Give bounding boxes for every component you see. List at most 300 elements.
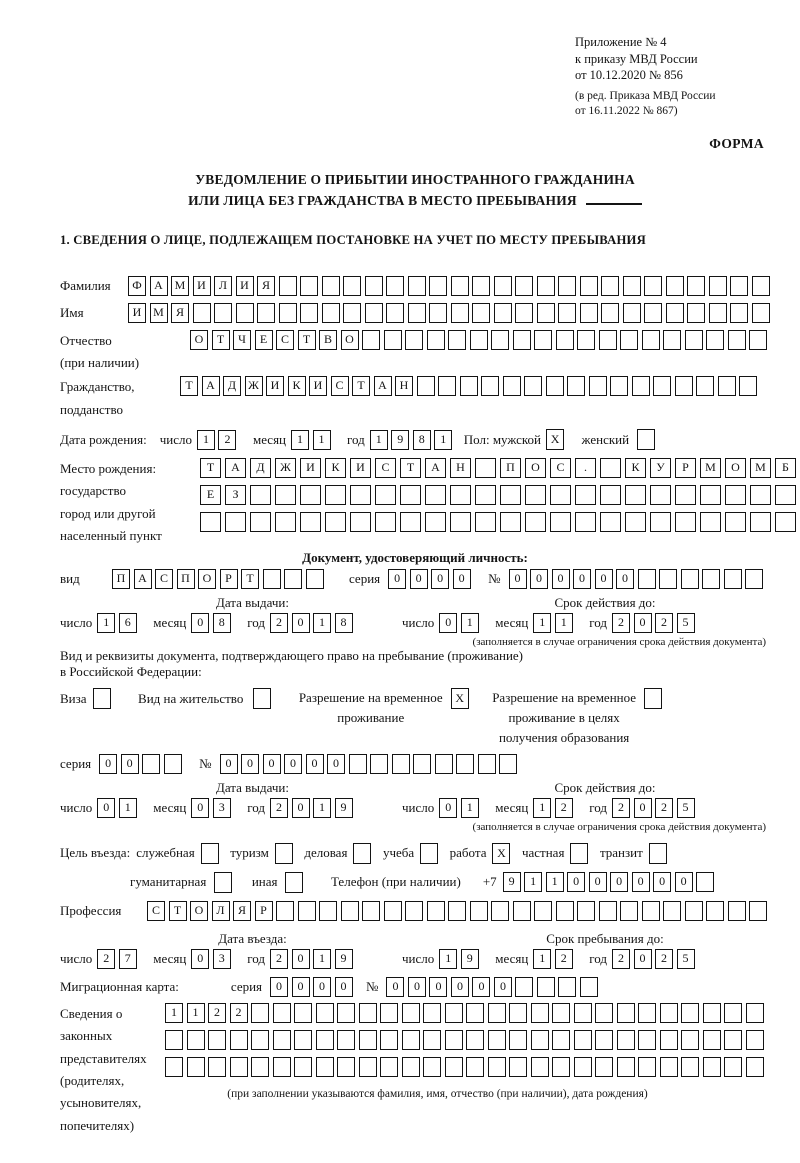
- cell: Я: [171, 303, 189, 323]
- cell: [660, 1030, 678, 1050]
- cell: [273, 1030, 291, 1050]
- cell: 9: [391, 430, 409, 450]
- cell: [620, 330, 638, 350]
- cell: [470, 901, 488, 921]
- cell: [650, 485, 671, 505]
- cell: Н: [450, 458, 471, 478]
- cell: [687, 303, 705, 323]
- birth-year-label: год: [347, 431, 365, 447]
- cell: [448, 330, 466, 350]
- cell: 1: [291, 430, 309, 450]
- edu-permit-option: [492, 688, 665, 748]
- cell: [451, 303, 469, 323]
- cell: 1: [187, 1003, 205, 1023]
- cell: [681, 569, 699, 589]
- cell: [577, 901, 595, 921]
- cell: [322, 303, 340, 323]
- cell: С: [375, 458, 396, 478]
- cell: [650, 512, 671, 532]
- cell: [316, 1057, 334, 1077]
- cell: И: [300, 458, 321, 478]
- purpose-work-label: работа: [449, 845, 487, 861]
- cell: [201, 843, 219, 864]
- forma-label: ФОРМА: [709, 135, 764, 151]
- cell: [685, 330, 703, 350]
- representatives-cells-row1: [165, 1003, 767, 1023]
- cell: 8: [213, 613, 231, 633]
- purpose-other-label: иная: [251, 874, 278, 890]
- month-label: месяц: [153, 614, 187, 630]
- cell: [703, 1003, 721, 1023]
- cell: [750, 512, 771, 532]
- valid-until-heading: Срок действия до:: [554, 779, 656, 795]
- cell: [273, 1057, 291, 1077]
- cell: [165, 1030, 183, 1050]
- cell: К: [325, 458, 346, 478]
- cell: 2: [270, 798, 288, 818]
- cell: [702, 569, 720, 589]
- cell: [638, 1003, 656, 1023]
- cell: [472, 276, 490, 296]
- surname-row: [60, 276, 770, 296]
- cell: [273, 1003, 291, 1023]
- edu-permit-checkbox: [644, 688, 666, 709]
- purpose-row-2: [130, 872, 770, 893]
- cell: [408, 303, 426, 323]
- cell: [617, 1003, 635, 1023]
- cell: [666, 303, 684, 323]
- cell: [263, 569, 281, 589]
- cell: У: [650, 458, 671, 478]
- residence-intro-1: Вид и реквизиты документа, подтверждающего право на пребывание (проживание): [60, 647, 524, 663]
- purpose-study-label: учеба: [382, 845, 415, 861]
- purpose-transit-label: транзит: [599, 845, 643, 861]
- stay-until-date: [402, 949, 698, 969]
- cell: [575, 512, 596, 532]
- cell: [625, 485, 646, 505]
- cell: [316, 1030, 334, 1050]
- cell: [445, 1030, 463, 1050]
- cell: [214, 303, 232, 323]
- cell: [405, 901, 423, 921]
- purpose-business-checkbox: [353, 843, 375, 864]
- cell: [250, 512, 271, 532]
- cell: 0: [388, 569, 406, 589]
- cell: С: [550, 458, 571, 478]
- given-name-row: [60, 303, 770, 323]
- representatives-label-col: [60, 1003, 165, 1137]
- cell: М: [750, 458, 771, 478]
- identity-valid-year-cells: [612, 613, 698, 633]
- appendix-line-3: от 10.12.2020 № 856: [575, 68, 683, 82]
- cell: 8: [413, 430, 431, 450]
- cell: 0: [313, 977, 331, 997]
- patronymic-row: [60, 330, 770, 375]
- cell: [703, 1057, 721, 1077]
- cell: [637, 429, 655, 450]
- cell: [724, 569, 742, 589]
- cell: 2: [230, 1003, 248, 1023]
- representatives-cells-row2: [165, 1030, 767, 1050]
- residence-limit-note: (заполняется в случае ограничения срока действия документа): [472, 820, 766, 833]
- residence-series-row: [60, 754, 770, 774]
- migration-number-cells: [386, 977, 601, 997]
- visa-checkbox: [93, 688, 115, 709]
- cell: [749, 901, 767, 921]
- appendix-note-1: (в ред. Приказа МВД России: [575, 89, 716, 102]
- cell: Е: [255, 330, 273, 350]
- cell: 1: [533, 798, 551, 818]
- cell: [460, 376, 478, 396]
- doc-type-cells: [112, 569, 327, 589]
- cell: [325, 512, 346, 532]
- cell: [775, 485, 796, 505]
- cell: [488, 1057, 506, 1077]
- cell: [600, 458, 621, 478]
- cell: 1: [434, 430, 452, 450]
- cell: [316, 1003, 334, 1023]
- purpose-humanitarian-label: гуманитарная: [130, 874, 207, 890]
- cell: 9: [461, 949, 479, 969]
- cell: Н: [395, 376, 413, 396]
- cell: [275, 843, 293, 864]
- cell: [509, 1057, 527, 1077]
- cell: [337, 1003, 355, 1023]
- cell: [445, 1057, 463, 1077]
- cell: [420, 843, 438, 864]
- residence-number-cells: [220, 754, 521, 774]
- cell: [700, 512, 721, 532]
- doc-series-label: серия: [349, 570, 381, 586]
- cell: [208, 1030, 226, 1050]
- given-name-cells: [128, 303, 773, 323]
- cell: [353, 843, 371, 864]
- cell: [429, 303, 447, 323]
- entry-date: [60, 949, 402, 969]
- cell: [558, 276, 576, 296]
- cell: [724, 1057, 742, 1077]
- phone-cells: [503, 872, 718, 892]
- temp-permit-label-1: Разрешение на временное: [298, 689, 443, 705]
- cell: [537, 276, 555, 296]
- cell: [580, 276, 598, 296]
- cell: [445, 1003, 463, 1023]
- edu-permit-label-2: проживание в целях: [508, 709, 620, 725]
- cell: [600, 512, 621, 532]
- cell: 0: [191, 798, 209, 818]
- cell: 0: [509, 569, 527, 589]
- identity-valid-day-cells: [439, 613, 482, 633]
- cell: [515, 303, 533, 323]
- cell: К: [288, 376, 306, 396]
- cell: [370, 754, 388, 774]
- surname-cells: [128, 276, 773, 296]
- representatives-note: (при заполнении указываются фамилия, имя, отчество (при наличии), дата рождения): [227, 1087, 648, 1100]
- cell: 6: [119, 613, 137, 633]
- cell: [275, 512, 296, 532]
- identity-valid-month-cells: [533, 613, 576, 633]
- cell: 0: [335, 977, 353, 997]
- cell: Ж: [275, 458, 296, 478]
- cell: [681, 1057, 699, 1077]
- cell: [730, 276, 748, 296]
- identity-issue-date: [60, 613, 402, 633]
- cell: [558, 977, 576, 997]
- cell: К: [625, 458, 646, 478]
- cell: [402, 1030, 420, 1050]
- cell: 3: [213, 798, 231, 818]
- cell: [706, 330, 724, 350]
- doc-number-label: №: [488, 570, 501, 586]
- cell: [491, 901, 509, 921]
- sex-female-checkbox: [637, 429, 659, 450]
- purpose-row: [60, 843, 770, 864]
- citizenship-row: [60, 376, 770, 421]
- cell: [500, 485, 521, 505]
- cell: [472, 303, 490, 323]
- cell: [438, 376, 456, 396]
- cell: [359, 1030, 377, 1050]
- cell: [574, 1003, 592, 1023]
- birth-place-label-4: населенный пункт: [60, 528, 162, 544]
- cell: [384, 330, 402, 350]
- cell: [632, 376, 650, 396]
- cell: [423, 1003, 441, 1023]
- appendix-line-2: к приказу МВД России: [575, 51, 698, 66]
- cell: О: [725, 458, 746, 478]
- cell: [638, 1057, 656, 1077]
- birth-place-label-1: Место рождения:: [60, 461, 157, 477]
- residence-series-label: серия: [60, 755, 92, 771]
- cell: [574, 1057, 592, 1077]
- temp-permit-option: [299, 688, 472, 728]
- migration-number-label: №: [366, 978, 379, 994]
- stay-day-cells: [439, 949, 482, 969]
- cell: 0: [451, 977, 469, 997]
- cell: [725, 512, 746, 532]
- cell: [725, 485, 746, 505]
- cell: 2: [612, 798, 630, 818]
- cell: 0: [429, 977, 447, 997]
- phone-label: Телефон (при наличии): [330, 874, 461, 890]
- purpose-humanitarian-checkbox: [214, 872, 236, 893]
- cell: 2: [218, 430, 236, 450]
- visa-label: Виза: [60, 690, 87, 706]
- cell: [251, 1030, 269, 1050]
- cell: 0: [494, 977, 512, 997]
- cell: [279, 276, 297, 296]
- cell: [728, 330, 746, 350]
- cell: [386, 276, 404, 296]
- month-label: месяц: [495, 950, 529, 966]
- identity-doc-type-row: [60, 569, 770, 589]
- cell: Т: [241, 569, 259, 589]
- cell: Т: [169, 901, 187, 921]
- cell: А: [425, 458, 446, 478]
- cell: [638, 569, 656, 589]
- cell: [601, 303, 619, 323]
- cell: Д: [223, 376, 241, 396]
- cell: [574, 1030, 592, 1050]
- cell: [509, 1030, 527, 1050]
- cell: О: [525, 458, 546, 478]
- birth-place-cells-row3: [200, 512, 800, 532]
- birth-place-label-col: [60, 458, 200, 547]
- year-label: год: [589, 614, 608, 630]
- cell: 0: [292, 977, 310, 997]
- entry-year-cells: [270, 949, 356, 969]
- cell: [531, 1030, 549, 1050]
- cell: [595, 1030, 613, 1050]
- cell: 9: [335, 798, 353, 818]
- cell: Ч: [233, 330, 251, 350]
- cell: [392, 754, 410, 774]
- entry-dates-row: [60, 949, 770, 969]
- valid-until-heading: Срок действия до:: [554, 594, 656, 610]
- cell: Ж: [245, 376, 263, 396]
- cell: [276, 901, 294, 921]
- identity-limit-note: (заполняется в случае ограничения срока действия документа): [472, 635, 766, 648]
- cell: [623, 276, 641, 296]
- cell: [750, 485, 771, 505]
- cell: [546, 376, 564, 396]
- cell: П: [177, 569, 195, 589]
- cell: Л: [212, 901, 230, 921]
- cell: [343, 303, 361, 323]
- migration-series-cells: [270, 977, 356, 997]
- residence-permit-checkbox: [253, 688, 275, 709]
- cell: [466, 1003, 484, 1023]
- cell: И: [266, 376, 284, 396]
- cell: [253, 688, 271, 709]
- cell: [556, 901, 574, 921]
- cell: [285, 872, 303, 893]
- cell: Ф: [128, 276, 146, 296]
- cell: И: [236, 276, 254, 296]
- cell: [423, 1030, 441, 1050]
- cell: 5: [677, 949, 695, 969]
- cell: 1: [461, 613, 479, 633]
- purpose-business-label: деловая: [304, 845, 348, 861]
- cell: [475, 485, 496, 505]
- form-title-line2: [60, 191, 770, 212]
- representatives-label-2: законных: [60, 1028, 113, 1044]
- cell: [365, 303, 383, 323]
- form-title-line2-text: ИЛИ ЛИЦА БЕЗ ГРАЖДАНСТВА В МЕСТО ПРЕБЫВАНИЯ: [188, 192, 577, 208]
- cell: [337, 1030, 355, 1050]
- birth-place-block: [60, 458, 789, 547]
- cell: [423, 1057, 441, 1077]
- cell: [556, 330, 574, 350]
- residence-permit-label: Вид на жительство: [138, 690, 244, 706]
- identity-issue-day-cells: [97, 613, 140, 633]
- doc-number-cells: [509, 569, 767, 589]
- cell: 0: [595, 569, 613, 589]
- cell: 0: [99, 754, 117, 774]
- birth-year-cells: [370, 430, 456, 450]
- residence-options-row: [60, 688, 770, 748]
- cell: А: [150, 276, 168, 296]
- profession-cells: [147, 901, 771, 921]
- cell: 1: [546, 872, 564, 892]
- cell: [706, 901, 724, 921]
- cell: [580, 977, 598, 997]
- cell: [703, 1030, 721, 1050]
- cell: 0: [439, 798, 457, 818]
- doc-series-cells: [388, 569, 474, 589]
- cell: П: [500, 458, 521, 478]
- cell: [746, 1003, 764, 1023]
- cell: 0: [530, 569, 548, 589]
- cell: [752, 303, 770, 323]
- visa-option: [60, 688, 114, 709]
- month-label: месяц: [495, 614, 529, 630]
- cell: П: [112, 569, 130, 589]
- cell: 1: [461, 798, 479, 818]
- cell: [298, 901, 316, 921]
- purpose-tourism-checkbox: [275, 843, 297, 864]
- cell: 0: [386, 977, 404, 997]
- temp-permit-label: [299, 688, 443, 728]
- edu-permit-label: [492, 688, 636, 748]
- cell: 2: [270, 949, 288, 969]
- cell: [749, 330, 767, 350]
- cell: [642, 330, 660, 350]
- patronymic-label: Отчество: [60, 332, 112, 348]
- cell: [470, 330, 488, 350]
- cell: 0: [453, 569, 471, 589]
- cell: [687, 276, 705, 296]
- cell: 0: [220, 754, 238, 774]
- cell: [534, 901, 552, 921]
- cell: Р: [220, 569, 238, 589]
- cell: [513, 901, 531, 921]
- cell: 2: [97, 949, 115, 969]
- profession-row: [60, 901, 770, 921]
- birth-place-cells-row1: [200, 458, 800, 478]
- cell: [380, 1030, 398, 1050]
- cell: 1: [313, 949, 331, 969]
- temp-permit-checkbox: [451, 688, 473, 709]
- issue-date-heading: Дата выдачи:: [215, 594, 289, 610]
- cell: Т: [352, 376, 370, 396]
- cell: 1: [165, 1003, 183, 1023]
- sex-female-label: женский: [581, 431, 630, 447]
- residence-valid-date: [402, 798, 698, 818]
- cell: [488, 1030, 506, 1050]
- cell: И: [193, 276, 211, 296]
- birth-place-cells-col: [200, 458, 800, 532]
- cell: [350, 512, 371, 532]
- cell: [599, 901, 617, 921]
- purpose-transit-checkbox: [649, 843, 671, 864]
- cell: 1: [533, 613, 551, 633]
- cell: [359, 1057, 377, 1077]
- cell: [466, 1030, 484, 1050]
- residence-intro-2: в Российской Федерации:: [60, 663, 202, 679]
- cell: [325, 485, 346, 505]
- cell: [575, 485, 596, 505]
- cell: 0: [292, 949, 310, 969]
- cell: [739, 376, 757, 396]
- cell: З: [225, 485, 246, 505]
- cell: 0: [97, 798, 115, 818]
- cell: [466, 1057, 484, 1077]
- cell: А: [225, 458, 246, 478]
- cell: 8: [335, 613, 353, 633]
- cell: [250, 485, 271, 505]
- cell: [187, 1030, 205, 1050]
